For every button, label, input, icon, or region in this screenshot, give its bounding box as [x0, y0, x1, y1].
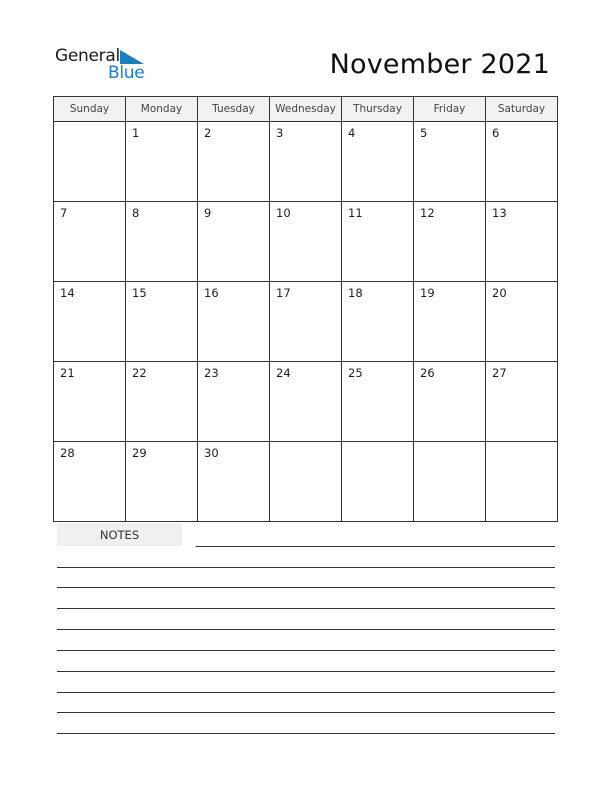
month-title: November 2021 [329, 49, 550, 80]
day-cell: 21 [54, 362, 126, 442]
day-cell: 26 [414, 362, 486, 442]
day-cell: 14 [54, 282, 126, 362]
day-cell: 4 [342, 122, 414, 202]
notes-line [57, 587, 555, 588]
notes-line [57, 608, 555, 609]
day-cell: 18 [342, 282, 414, 362]
day-cell: 30 [198, 442, 270, 522]
day-cell: 2 [198, 122, 270, 202]
week-row [54, 282, 558, 362]
notes-label: NOTES [57, 523, 182, 546]
notes-line [57, 650, 555, 651]
day-cell: 8 [126, 202, 198, 282]
day-cell [486, 442, 558, 522]
week-row [54, 202, 558, 282]
day-cell: 13 [486, 202, 558, 282]
weekday-header: Friday [414, 97, 486, 122]
day-cell: 15 [126, 282, 198, 362]
week-row [54, 362, 558, 442]
weekday-header: Thursday [342, 97, 414, 122]
week-row [54, 442, 558, 522]
logo-word-blue: Blue [108, 63, 145, 83]
day-cell: 3 [270, 122, 342, 202]
day-cell: 19 [414, 282, 486, 362]
brand-logo [55, 46, 155, 84]
day-cell: 17 [270, 282, 342, 362]
day-cell: 25 [342, 362, 414, 442]
day-cell: 7 [54, 202, 126, 282]
weekday-header: Sunday [54, 97, 126, 122]
notes-line [57, 733, 555, 734]
day-cell: 5 [414, 122, 486, 202]
calendar-grid [53, 96, 558, 522]
day-cell: 28 [54, 442, 126, 522]
notes-line [57, 692, 555, 693]
weekday-header: Wednesday [270, 97, 342, 122]
day-cell: 16 [198, 282, 270, 362]
day-cell: 29 [126, 442, 198, 522]
day-cell: 9 [198, 202, 270, 282]
day-cell: 6 [486, 122, 558, 202]
day-cell: 27 [486, 362, 558, 442]
weekday-header-row [54, 97, 558, 122]
day-cell: 12 [414, 202, 486, 282]
logo-triangle-icon [120, 50, 144, 64]
day-cell: 1 [126, 122, 198, 202]
notes-line [196, 546, 555, 547]
weekday-header: Monday [126, 97, 198, 122]
notes-line [57, 712, 555, 713]
day-cell: 23 [198, 362, 270, 442]
day-cell [342, 442, 414, 522]
day-cell: 22 [126, 362, 198, 442]
day-cell: 11 [342, 202, 414, 282]
day-cell: 10 [270, 202, 342, 282]
logo-word-general: General [55, 46, 120, 66]
day-cell [54, 122, 126, 202]
day-cell [414, 442, 486, 522]
notes-line [57, 629, 555, 630]
notes-line [57, 671, 555, 672]
weekday-header: Tuesday [198, 97, 270, 122]
week-row [54, 122, 558, 202]
day-cell: 24 [270, 362, 342, 442]
notes-line [57, 567, 555, 568]
weekday-header: Saturday [486, 97, 558, 122]
day-cell [270, 442, 342, 522]
day-cell: 20 [486, 282, 558, 362]
